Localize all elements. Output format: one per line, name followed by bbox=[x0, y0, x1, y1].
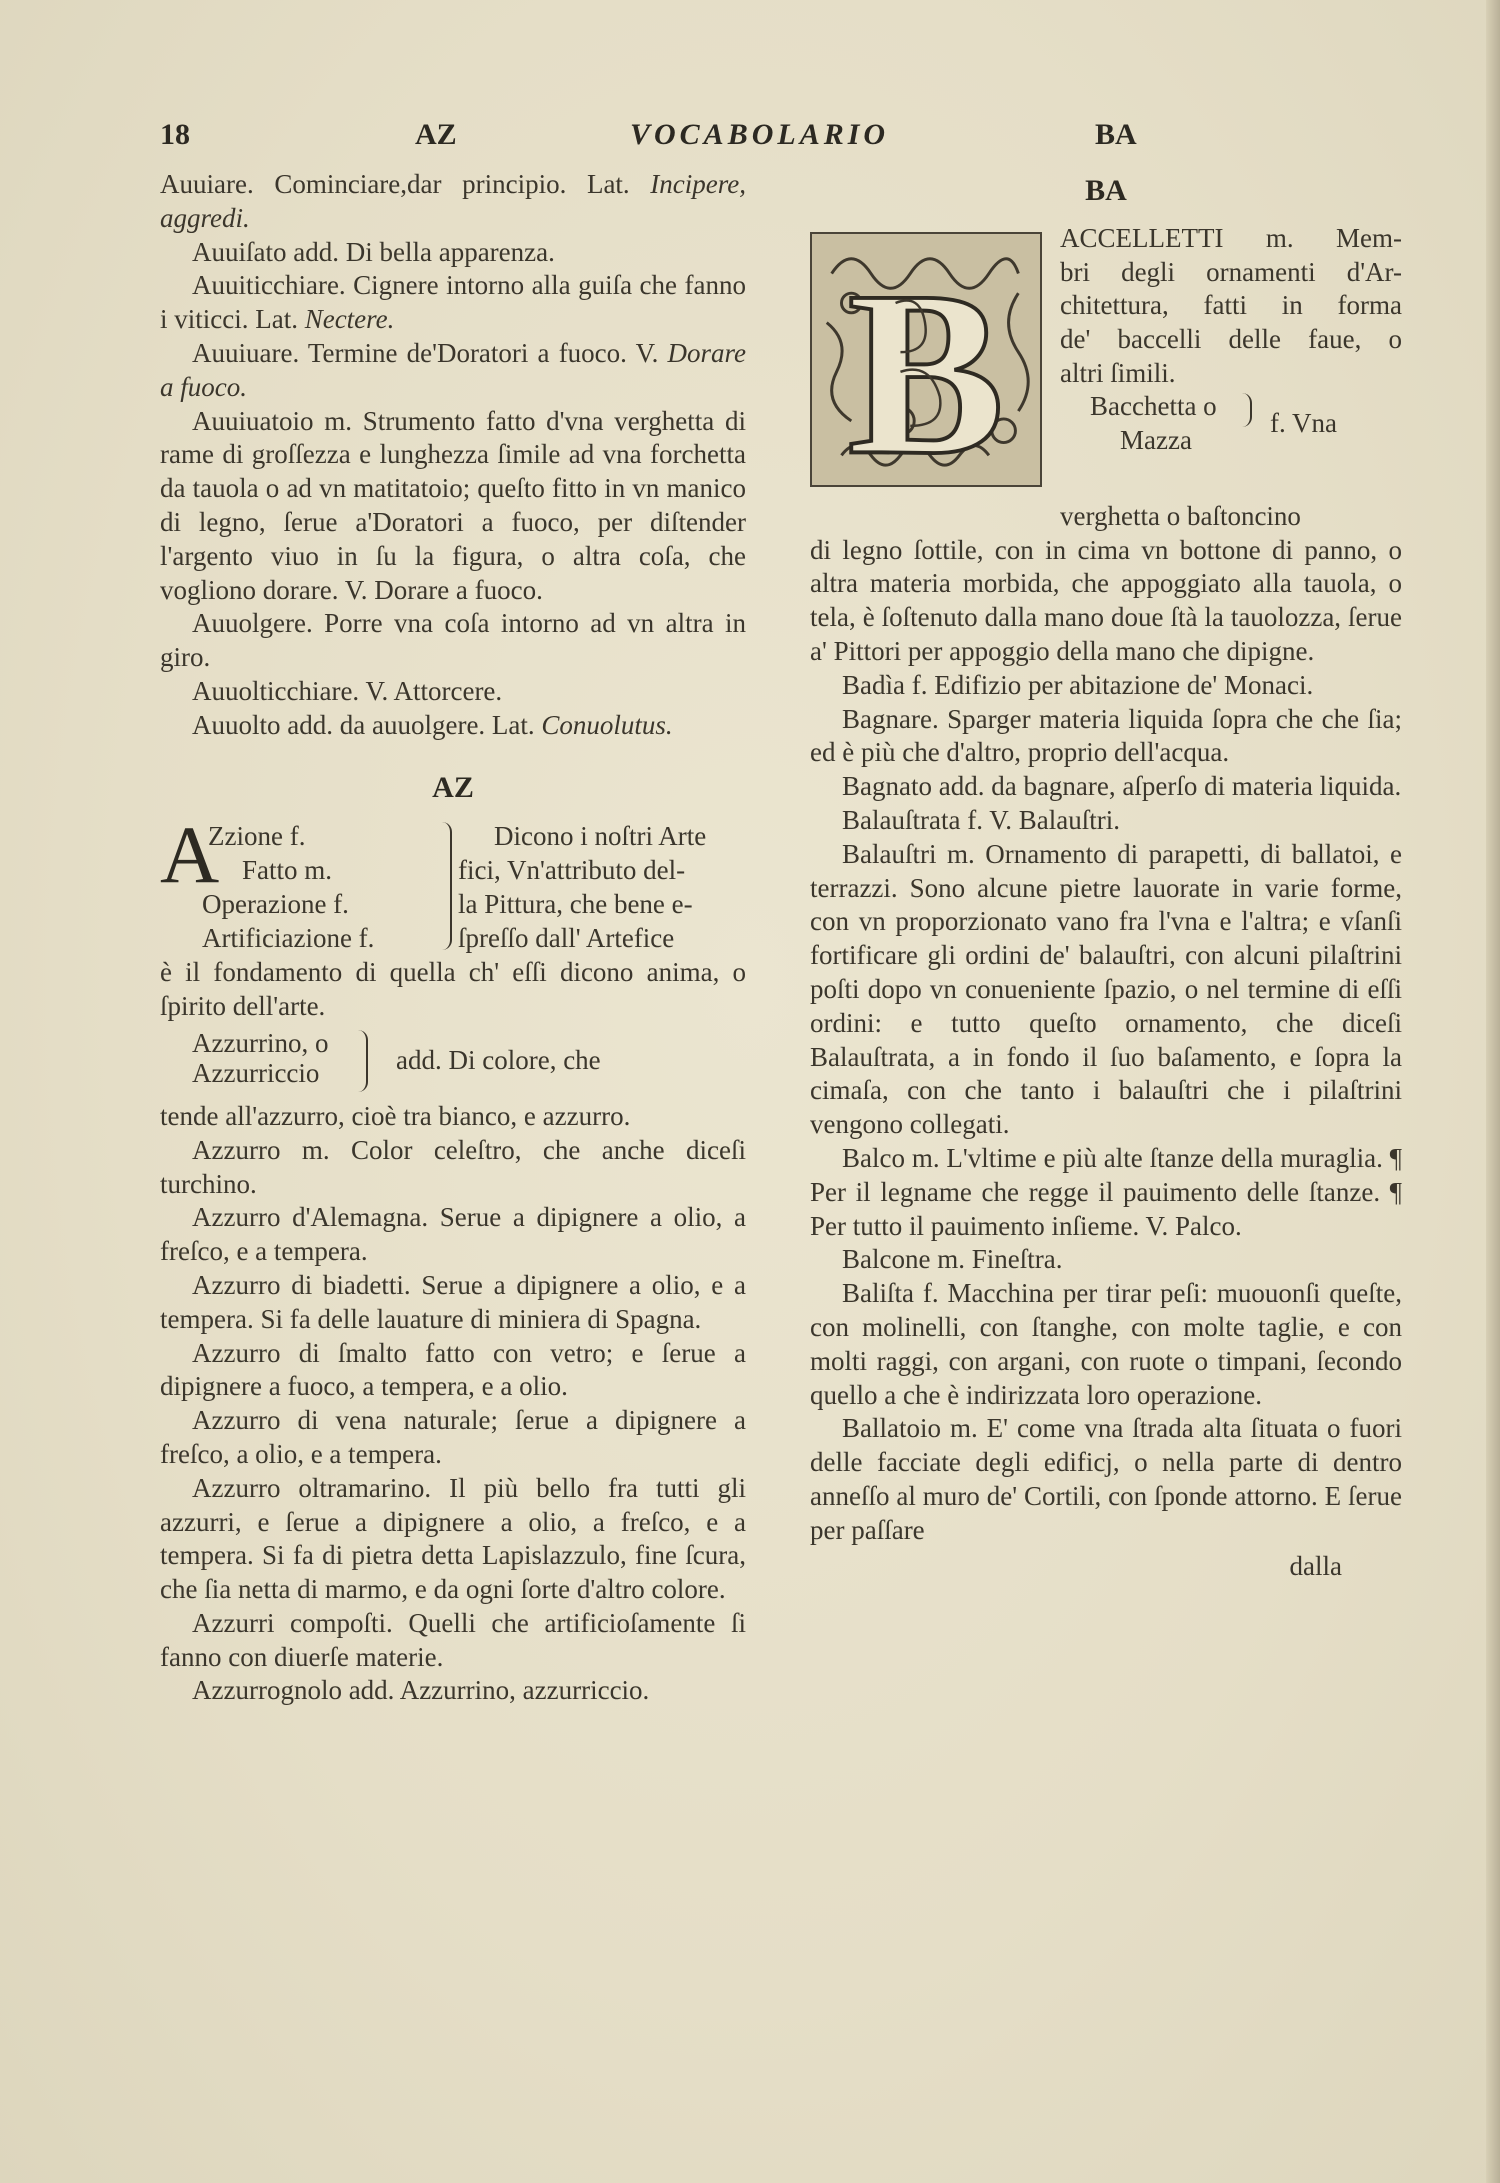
dictionary-entry bbox=[810, 1277, 1402, 1412]
headword: Auuolticchiare. bbox=[192, 675, 366, 706]
bacchetta-block bbox=[1060, 390, 1402, 455]
drop-cap-letter: B bbox=[847, 243, 1005, 485]
headword: Auuiare. bbox=[160, 169, 275, 199]
definition: Di bella apparenza. bbox=[345, 236, 555, 267]
grammar-label: f. bbox=[967, 804, 990, 835]
definition: Azzurrino, azzurriccio. bbox=[399, 1675, 650, 1706]
right-section-marker: BA bbox=[1095, 118, 1137, 151]
dictionary-entry bbox=[160, 1607, 746, 1675]
dictionary-entry bbox=[160, 1269, 746, 1337]
definition-line: Dicono i noſtri Arte bbox=[494, 821, 707, 852]
page-edge-shadow bbox=[1486, 0, 1500, 2183]
latin-equivalent: Nectere. bbox=[304, 304, 395, 335]
azzione-synonym-block bbox=[160, 809, 746, 956]
headword: Auuiticchiare. bbox=[192, 270, 354, 301]
dictionary-entry bbox=[810, 669, 1402, 703]
dictionary-entry bbox=[810, 804, 1402, 838]
definition: E' come vna ſtrada alta ſituata o fuori delle facciate degli edificj, o nella parte di dentro anneſſo al muro de' Cortili, con ſponde attorno. E ſerue per paſſare bbox=[810, 1413, 1402, 1545]
left-column bbox=[160, 168, 746, 1708]
book-title: VOCABOLARIO bbox=[630, 118, 890, 151]
definition: Cominciare,dar principio. Lat. bbox=[274, 169, 651, 199]
headword: Baliſta bbox=[842, 1278, 923, 1309]
dictionary-entry bbox=[160, 168, 746, 236]
headword: Azzurrognolo bbox=[192, 1675, 349, 1706]
grammar-label: m. bbox=[949, 1413, 987, 1444]
continuation-text: verghetta o baſtoncino bbox=[1060, 500, 1301, 531]
dictionary-entry bbox=[160, 1337, 746, 1405]
headword: Auuiuare. bbox=[192, 337, 308, 368]
headword: Auuolto bbox=[192, 709, 288, 740]
brace-icon bbox=[438, 822, 452, 950]
running-head bbox=[160, 118, 1160, 158]
definition-line: ſpreſſo dall' Artefice bbox=[458, 922, 675, 953]
headword: Auuolgere. bbox=[192, 608, 325, 639]
first-entry-text bbox=[1060, 222, 1402, 455]
dictionary-entry bbox=[160, 1674, 746, 1708]
grammar-label: f. bbox=[922, 1278, 948, 1309]
headword: Balcone bbox=[842, 1244, 938, 1275]
definition: naturale; ſerue a dipignere a freſco, a olio, e a tempera. bbox=[160, 1405, 747, 1469]
latin-equivalent: Dorare a fuoco. bbox=[160, 337, 746, 402]
headword: Balauſtri bbox=[842, 838, 947, 869]
headword: Azzurro di vena bbox=[192, 1405, 404, 1436]
ornamental-initial-svg bbox=[812, 234, 1040, 485]
headword: Auuiſato bbox=[192, 236, 294, 267]
azzurrino-definition: add. Di colore, che bbox=[396, 1044, 601, 1075]
dictionary-entry bbox=[160, 1134, 746, 1202]
definition: fatto con vetro; e ſerue a dipignere a fuoco, a tempera, e a olio. bbox=[160, 1337, 746, 1402]
definition: V. Balauſtri. bbox=[989, 804, 1120, 835]
definition: da auuolgere. Lat. bbox=[339, 709, 542, 740]
right-column bbox=[810, 168, 1402, 1583]
headword: Bagnato bbox=[842, 771, 939, 802]
definition: Fineſtra. bbox=[971, 1244, 1063, 1275]
azzurrino-continuation: tende all'azzurro, cioè tra bianco, e azzurro. bbox=[160, 1100, 631, 1131]
headword: Auuiuatoio bbox=[192, 405, 325, 436]
entry-line: bri degli ornamenti d'Ar- bbox=[1060, 256, 1402, 287]
headword: Bagnare. bbox=[842, 703, 948, 734]
catchword: dalla bbox=[1289, 1550, 1342, 1581]
definition: Serue a dipignere a olio, e a tempera. Si fa delle lauature di miniera di Spagna. bbox=[160, 1269, 746, 1334]
headword: Azzurriccio bbox=[192, 1057, 320, 1088]
definition: Il più bello fra tutti gli azzurri, e ſerue a dipignere a olio, a freſco, e a tempera. Si fa di pietra detta Lapislazzulo, fine ſcura, che ſia netta di marmo, e da ogni ſorte d'altro colore. bbox=[160, 1472, 746, 1605]
headword: Azzurro d'Alemagna. bbox=[192, 1202, 440, 1233]
continuation-text: di legno ſottile, con in cima vn bottone di panno, o altra materia morbida, che appoggiato alla tauola, o tela, è ſoſtenuto dalla mano doue ſtà la tauolozza, ſerue a' Pittori per appoggio della mano che dipigne. bbox=[810, 534, 1402, 666]
latin-equivalent: Incipere, aggredi. bbox=[160, 169, 746, 233]
headword: Ballatoio bbox=[842, 1413, 950, 1444]
grammar-label: m. bbox=[911, 1142, 947, 1173]
definition: L'vltime e più alte ſtanze della muraglia. ¶ Per il legname che regge il pauimento delle ſtanze. ¶ Per tutto il pauimento inſieme. V. Palco. bbox=[810, 1142, 1402, 1241]
synonym-term: Fatto m. bbox=[242, 855, 333, 886]
bacchetta-continuation bbox=[810, 534, 1402, 669]
entries-after-az bbox=[160, 1134, 746, 1709]
dictionary-entry bbox=[810, 1412, 1402, 1547]
dictionary-entry bbox=[810, 1243, 1402, 1277]
definition: Cignere intorno alla guiſa che fanno i viticci. Lat. bbox=[160, 270, 746, 335]
headword: Azzurrino, o bbox=[192, 1027, 329, 1058]
entry-line: de' baccelli delle faue, o bbox=[1060, 324, 1402, 355]
grammar-label: m. bbox=[301, 1134, 351, 1165]
headword: Azzurri compoſti. bbox=[192, 1607, 409, 1638]
grammar-label: add. bbox=[938, 771, 992, 802]
headword: Azzurro bbox=[192, 1134, 302, 1165]
grammar-label: f. bbox=[911, 669, 935, 700]
grammar-label: m. bbox=[324, 405, 363, 436]
dictionary-entry bbox=[160, 675, 746, 709]
headword: Balauſtrata bbox=[842, 804, 968, 835]
brace-icon bbox=[356, 1030, 368, 1092]
dictionary-entry bbox=[160, 709, 746, 743]
bacchetta-continuation-first bbox=[810, 500, 1402, 534]
definition: Termine de'Doratori a fuoco. V. bbox=[307, 337, 668, 368]
dictionary-entry bbox=[810, 770, 1402, 804]
definition: Ornamento di parapetti, di ballatoi, e terrazzi. Sono alcune pietre lauorate in varie forme, con vn proporzionato vano fra l'vna e l'altra; e vſanſi fortificare gli ordini de' balauſtri, con alcuni pilaſtrini poſti dopo vn conueniente ſpazio, o nel termine di eſſi ordini: e tutto queſto ornamento, che diceſi Balauſtrata, a in fondo il ſuo baſamento, e ſopra la cimaſa, con che tanto i balauſtri che i pilaſtrini vengono collegati. bbox=[810, 838, 1402, 1140]
entry-line: ACCELLETTI m. Mem- bbox=[1060, 222, 1402, 253]
dictionary-entry bbox=[160, 269, 746, 337]
headword: Badìa bbox=[842, 669, 912, 700]
definition: V. Attorcere. bbox=[365, 675, 503, 706]
brace-icon bbox=[1240, 393, 1252, 427]
definition: Quelli che artificioſamente ſi fanno con diuerſe materie. bbox=[160, 1607, 746, 1672]
page-number: 18 bbox=[160, 118, 190, 151]
dictionary-entry bbox=[810, 1142, 1402, 1243]
definition: Serue a dipignere a olio, a freſco, e a tempera. bbox=[160, 1202, 746, 1267]
definition-line: la Pittura, che bene e- bbox=[458, 888, 693, 919]
initial-letter: A bbox=[160, 809, 220, 901]
dictionary-entry bbox=[810, 838, 1402, 1142]
synonym-term: Zzione f. bbox=[208, 821, 306, 852]
definition: Color celeſtro, che anche diceſi turchino. bbox=[160, 1134, 747, 1199]
azzurrino-block bbox=[160, 1028, 746, 1100]
dictionary-entry bbox=[160, 236, 746, 270]
left-section-marker: AZ bbox=[415, 118, 457, 151]
headword: Azzurro di ſmalto bbox=[192, 1337, 426, 1368]
bacchetta-definition: f. Vna bbox=[1270, 407, 1337, 438]
dictionary-entry bbox=[810, 703, 1402, 771]
dictionary-entry bbox=[160, 1404, 746, 1472]
synonym-definition bbox=[458, 820, 746, 955]
definition: da bagnare, aſperſo di materia liquida. bbox=[991, 771, 1402, 802]
headword: Azzurro di biadetti. bbox=[192, 1269, 422, 1300]
synonym-term: Operazione f. bbox=[202, 888, 349, 919]
dictionary-entry bbox=[160, 607, 746, 675]
headword: Azzurro oltramarino. bbox=[192, 1472, 450, 1503]
dictionary-entry bbox=[160, 405, 746, 608]
grammar-label: add. bbox=[348, 1675, 400, 1706]
azzione-continuation: è il fondamento di quella ch' eſſi dicono anima, o ſpirito dell'arte. bbox=[160, 957, 746, 1022]
headword: Balco bbox=[842, 1142, 912, 1173]
grammar-label: m. bbox=[937, 1244, 972, 1275]
headword: Mazza bbox=[1120, 424, 1192, 455]
latin-equivalent: Conuolutus. bbox=[541, 709, 673, 740]
grammar-label: add. bbox=[293, 236, 346, 267]
entry-line: altri ſimili. bbox=[1060, 357, 1176, 388]
headword: Bacchetta o bbox=[1090, 390, 1217, 421]
definition-line: fici, Vn'attributo del- bbox=[458, 855, 686, 886]
grammar-label: add. bbox=[287, 709, 340, 740]
section-heading-az: AZ bbox=[432, 770, 474, 804]
synonym-terms bbox=[202, 820, 432, 955]
drop-cap-entry bbox=[810, 222, 1402, 502]
definition: Edifizio per abitazione de' Monaci. bbox=[934, 669, 1314, 700]
grammar-label: m. bbox=[946, 838, 986, 869]
definition: Sparger materia liquida ſopra che che ſia; ed è più che d'altro, proprio dell'acqua. bbox=[810, 703, 1402, 768]
ba-entries bbox=[810, 669, 1402, 1548]
definition: Porre vna coſa intorno ad vn altra in giro. bbox=[160, 608, 746, 673]
definition: Macchina per tirar peſi: muouonſi queſte, con molinelli, con ſtanghe, con molte taglie, e con molti raggi, con argani, con ruote o timpani, ſecondo quello a che è indirizzata loro operazione. bbox=[810, 1278, 1402, 1410]
azzurrino-terms bbox=[192, 1028, 328, 1088]
entry-line: chitettura, fatti in forma bbox=[1060, 290, 1402, 321]
entries-before-az bbox=[160, 168, 746, 743]
synonym-term: Artificiazione f. bbox=[202, 922, 375, 953]
definition: Strumento fatto d'vna verghetta di rame di groſſezza e lunghezza ſimile ad vna forchetta da tauola o ad vn matitatoio; queſto fitto in vn manico di legno, ſerue a'Doratori a fuoco, per diſtender l'argento viuo in ſu la figura, o altra coſa, che vogliono dorare. V. Dorare a fuoco. bbox=[160, 405, 746, 605]
dictionary-entry bbox=[160, 1472, 746, 1607]
dictionary-entry bbox=[160, 337, 746, 405]
bacchetta-terms bbox=[1090, 390, 1217, 455]
section-heading-ba: BA bbox=[1085, 174, 1127, 207]
dictionary-entry bbox=[160, 1201, 746, 1269]
ornamental-initial-b-icon bbox=[810, 232, 1042, 487]
